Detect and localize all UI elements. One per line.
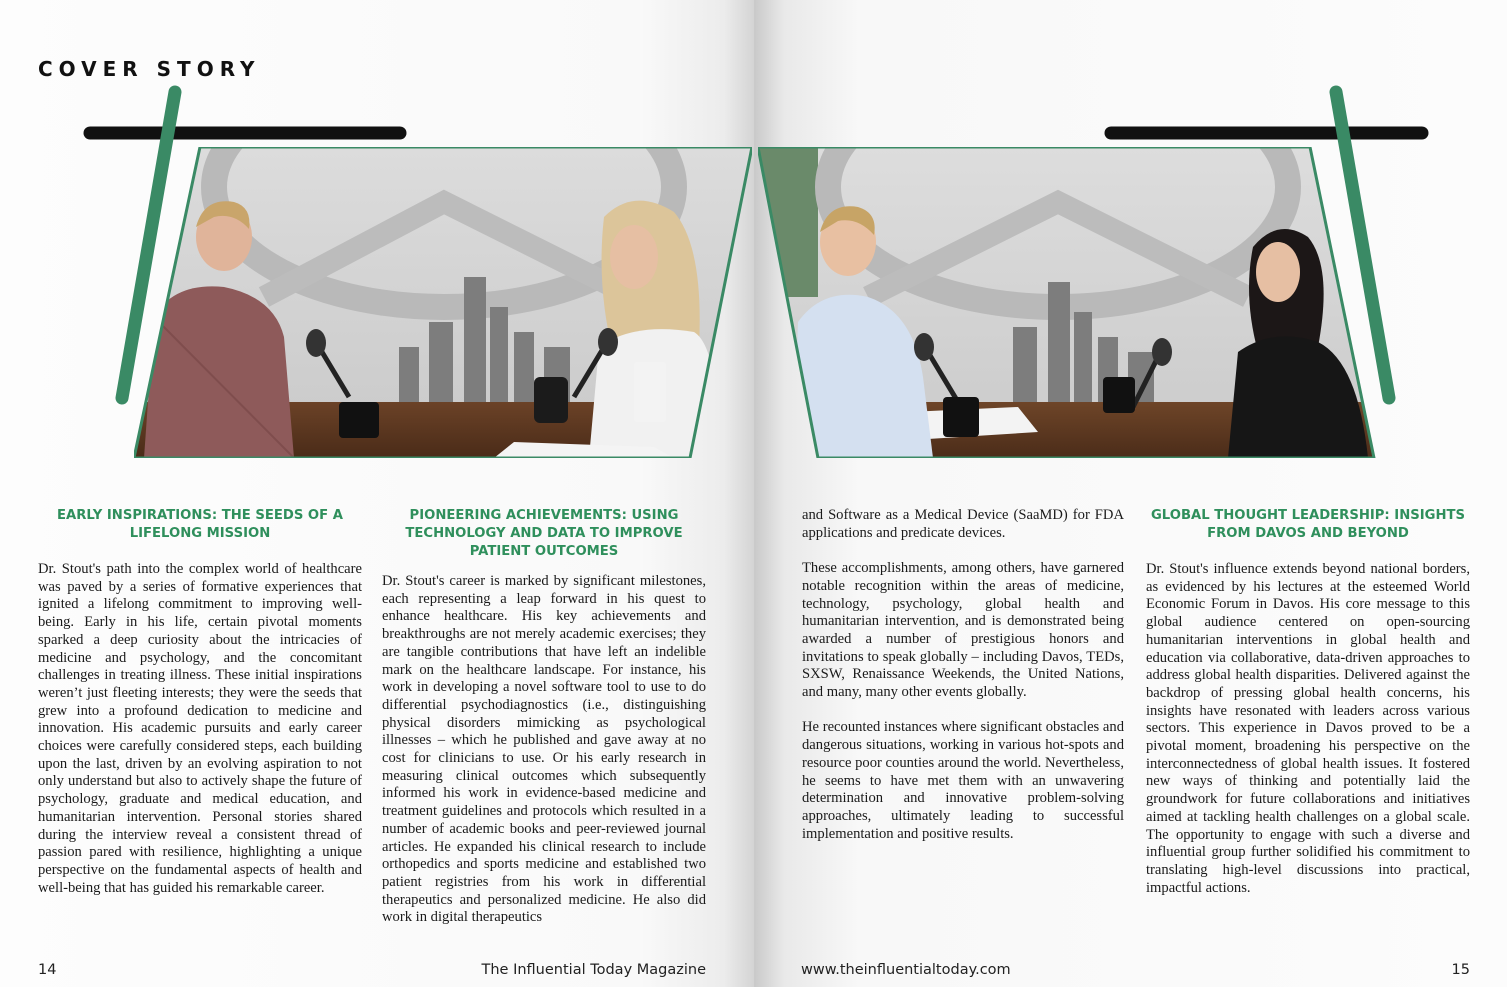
photo-left-image [134, 147, 752, 458]
column3-paragraph: He recounted instances where significant obstacles and dangerous situations, working in various hot-spots and resource poor counties around the world. Nevertheless, he seems to have met them with an unwavering determination and innovative problem-solving approaches, ultimately leading to successful implementation and positive results. [802, 719, 1124, 842]
page-number-left: 14 [38, 962, 57, 978]
column1-body: Dr. Stout's path into the complex world of healthcare was paved by a series of formative experiences that ignited a lifelong commitment to improving well-being. Early in his life, certain pivotal moments sparked a deep curiosity about the intricacies of medicine and psychology, and the concomitant challenges in treating illness. These initial inspirations weren’t just fleeting interests; they were the seeds that grew into a profound dedication to medicine and innovation. His academic pursuits and early career choices were carefully considered steps, each building upon the last, driven by an evolving aspiration to not only understand but also to actively shape the future of psychology, graduate and medical education, and humanitarian intervention. Personal stories shared during the interview reveal a consistent thread of passion pared with resilience, highlighting a unique perspective on the fundamental aspects of health and well-being that has guided his remarkable career. [38, 561, 362, 896]
interview-photo-right [758, 147, 1376, 458]
page-number-right: 15 [1451, 962, 1470, 978]
footer-url: www.theinfluentialtoday.com [801, 962, 1011, 978]
footer-magazine-title: The Influential Today Magazine [481, 962, 706, 978]
column1-heading: EARLY INSPIRATIONS: THE SEEDS OF A LIFELONG MISSION [57, 508, 343, 541]
column3-paragraph: and Software as a Medical Device (SaaMD) for FDA applications and predicate devices. [802, 507, 1124, 541]
section-label: COVER STORY [38, 57, 261, 81]
column3-paragraph: These accomplishments, among others, have garnered notable recognition within the areas of medicine, technology, psychology, global health and humanitarian intervention, and is demonstrated being awarded a number of prestigious honors and invitations to speak globally – including Davos, TEDs, SXSW, Renaissance Weekends, the United Nations, and many, many other events globally. [802, 560, 1124, 701]
column4-body: Dr. Stout's influence extends beyond national borders, as evidenced by his lectures at the esteemed World Economic Forum in Davos. His core message to this global audience centered on open-sourcing humanitarian interventions in global health and education via collaborative, data-driven approaches to address global health disparities. Delivered against the backdrop of pressing global health concerns, his insights have resonated with leaders across various sectors. This experience in Davos proved to be a pivotal moment, broadening his perspective on the interconnectedness of global health issues. It fostered new ways of thinking and potentially laid the groundwork for future collaborations and initiatives aimed at tackling health challenges on a global scale. The opportunity to engage with such a diverse and influential group further solidified his commitment to translating high-level discussions into practical, impactful actions. [1146, 561, 1470, 896]
column2-heading: PIONEERING ACHIEVEMENTS: USING TECHNOLOGY AND DATA TO IMPROVE PATIENT OUTCOMES [405, 508, 683, 559]
column2-body: Dr. Stout's career is marked by significant milestones, each representing a leap forward in his quest to enhance healthcare. His key achievements and breakthroughs are not merely academic exercises; they are tangible contributions that have left an indelible mark on the healthcare landscape. For instance, his work in developing a novel software tool to use to do differential psychodiagnostics (i.e., distinguishing physical disorders mimicking as psychological illnesses – which he published and gave away at no cost for clinicians to use. Or his early research in measuring clinical outcomes which subsequently informed his work in evidence-based medicine and treatment guidelines and protocols which resulted in a number of academic books and peer-reviewed journal articles. He expanded his clinical research to include orthopedics and sports medicine and established two patient registries from his work in differential therapeutics and personalized medicine. He also did work in digital therapeutics [382, 573, 706, 926]
right-page [754, 0, 1507, 987]
photo-right-image [758, 147, 1376, 458]
column4-heading: GLOBAL THOUGHT LEADERSHIP: INSIGHTS FROM DAVOS AND BEYOND [1150, 508, 1466, 541]
column3 [802, 507, 1124, 843]
interview-photo-left [134, 147, 752, 458]
